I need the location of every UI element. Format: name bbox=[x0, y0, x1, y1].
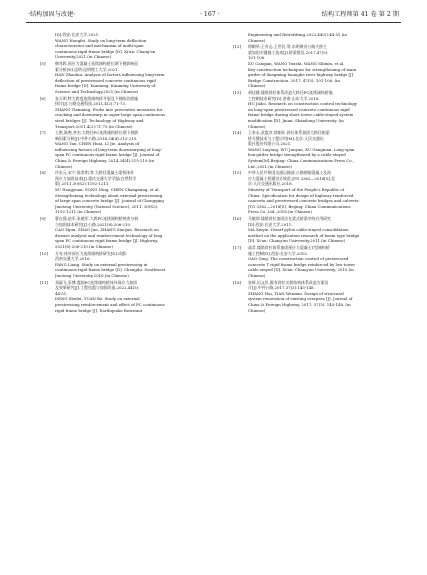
reference-line: HU Jiabo. Research on construction control technology bbox=[248, 101, 357, 107]
reference-line: ZHANG Tianming. Probe into preventive measures for bbox=[55, 106, 163, 112]
reference-line: rigid frame bridge [J]. Earthquake Resistant bbox=[55, 307, 143, 313]
reference-line: 方亮.体外预应力连续刚构桥研究[D].成都: bbox=[55, 250, 128, 256]
reference-line: Chinese) bbox=[248, 123, 266, 129]
reference-line: China & Foreign Highway, 2017, 37(3): 145-148. (in bbox=[248, 301, 351, 307]
reference-line: 西南交通大学,2016. bbox=[55, 256, 91, 262]
reference-line: 梁加固关键施工技术[J].桥梁建设,2017,47(5): bbox=[248, 49, 329, 55]
reference-line: System[M].Beijing: China Communications Press Co., bbox=[248, 158, 354, 164]
reference-line: 1192-1211.(in Chinese) bbox=[55, 209, 102, 215]
reference-line: FANG Liang. Study on external prestressing in bbox=[55, 261, 148, 267]
reference-line: 44-51. bbox=[55, 290, 68, 296]
reference-line: continuous rigid frame bridge [D]. Xi'an: Chang'an bbox=[55, 48, 156, 54]
reference-item bbox=[233, 216, 413, 244]
reference-line: Jiaotong University,2016.(in Chinese) bbox=[55, 272, 129, 278]
reference-line: 马敏仰.矮塔斜拉加固法在梁式桥梁中的应用研究 bbox=[248, 216, 331, 221]
reference-line: GAO Qing. The construction control of prestressed bbox=[248, 256, 349, 262]
reference-line: University,2021.(in Chinese) bbox=[55, 54, 112, 60]
reference-line: 计[J].中外公路,2017,37(3):145-148. bbox=[248, 285, 315, 291]
reference-line: [D].西安:长安大学,2011. bbox=[248, 221, 293, 227]
reference-number: [10] bbox=[40, 250, 48, 256]
reference-line: Transport,2011,4(2):71-73.(in Chinese) bbox=[55, 123, 133, 129]
reference-line: method on the application research of beam type bridge bbox=[248, 232, 360, 238]
reference-line: Strengthening technology about external prestressing bbox=[55, 192, 163, 198]
reference-line: concrete and prestressed concrete bridges and culverts: bbox=[248, 198, 360, 204]
reference-line: 曹自强,赵军,张晓军.大跨PC连续刚构桥病害分析 bbox=[55, 216, 139, 221]
reference-line: ZHANG Hui, TIAN Wenmin. Design of structural bbox=[248, 290, 344, 296]
reference-line: China & Foreign Highway, 2014,34(4):215-219.(in bbox=[55, 158, 154, 164]
reference-line: Ministry of Transport of the People's Republic of bbox=[248, 187, 345, 193]
reference-line: JTG 3362—2018[S]. Beijing: China Communications bbox=[248, 203, 351, 209]
reference-line: concrete T rigid frame bridge reinforced by low tower bbox=[248, 261, 356, 267]
reference-line: HAN Zhaohui. Analysis of factors influencing long-term bbox=[55, 72, 165, 78]
reference-line: span PC continuous rigid frame bridge [J]. Highway, bbox=[55, 238, 159, 244]
reference-item bbox=[40, 96, 220, 130]
reference-line: 与加固技术研究[J].公路,2021(8):206-210. bbox=[55, 221, 132, 227]
reference-item bbox=[40, 170, 220, 215]
header-rule bbox=[26, 22, 401, 23]
reference-line: characteristics and mechanism of multi-span bbox=[55, 43, 144, 49]
reference-line: 张辉,田文民.既有斜拉关桥结构体系改造方案设 bbox=[248, 279, 329, 285]
reference-line: [D]. Xi'an: Chang'an University,2011.(in Chinese) bbox=[248, 238, 346, 244]
references-right-column bbox=[233, 32, 413, 314]
reference-line: 预应力加固技术[J].重庆交通大学学报(自然科学 bbox=[55, 175, 137, 181]
reference-line: 许宏元,宋宁,陈常明,等.大跨径混凝土梁桥体外 bbox=[55, 170, 134, 176]
reference-line: Chinese) bbox=[248, 272, 266, 278]
reference-number: [12] bbox=[233, 44, 241, 50]
reference-number: [9] bbox=[40, 216, 46, 221]
reference-item bbox=[233, 32, 413, 43]
reference-line: 胡佳健.矮塔斜拉体系改造大跨径PC连续刚构桥施 bbox=[248, 89, 333, 95]
section-label: ·结构加固与改建· bbox=[28, 11, 76, 18]
reference-line: span PC continuous rigid frame bridge [J]. Journal of bbox=[55, 152, 160, 158]
reference-line: 响因素分析[J].中外公路,2014,34(4):215-219. bbox=[55, 135, 138, 141]
reference-line: on long-span prestressed concrete continuous rigid bbox=[248, 106, 350, 112]
reference-number: [8] bbox=[40, 170, 46, 176]
reference-item bbox=[40, 32, 220, 60]
reference-number: [6] bbox=[40, 95, 46, 101]
reference-line: frame bridge during short tower cable-stayed system bbox=[248, 112, 354, 118]
reference-number: [7] bbox=[40, 130, 46, 136]
reference-line: Chinese) bbox=[248, 307, 266, 313]
reference-line: CAO Zijun, ZHAO Jun, ZHANG Xiaojun. Research on bbox=[55, 227, 159, 233]
reference-line: cracking and downwarp in super-large span continuous bbox=[55, 112, 165, 118]
page-header bbox=[0, 10, 427, 24]
reference-line: 探讨[J].公路交通科技,2011,4(2):71-73. bbox=[55, 101, 127, 107]
reference-line: influencing factors of long-term downwarping of long- bbox=[55, 146, 162, 152]
references-left-column bbox=[40, 32, 220, 314]
reference-line: of large span concrete bridge [J]. Journal of Chongqing bbox=[55, 198, 164, 204]
reference-line: WANG Hongfei. Study on long-term deflection bbox=[55, 37, 147, 43]
reference-item bbox=[40, 61, 220, 95]
reference-line: modification [D]. Jinan: Shandong University. (in bbox=[248, 117, 344, 123]
reference-line: 高青.矮塔斜拉体系加固预应力混凝土T型刚构桥 bbox=[248, 244, 330, 250]
reference-line: prestressing reinforcement and effect of PC continuous bbox=[55, 301, 165, 307]
reference-number: [15] bbox=[233, 170, 241, 176]
page-number: · 167 · bbox=[200, 11, 220, 18]
reference-line: cable-stayed [D]. Xi'an: Chang'an University, 2015.(in bbox=[248, 267, 354, 273]
reference-line: system renovation of existing overpass [J]. Journal of bbox=[248, 296, 353, 302]
reference-number: [13] bbox=[233, 89, 241, 95]
reference-line: China. Specification for design of highway reinforced bbox=[248, 192, 354, 198]
reference-line: 素分析[D].昆明:昆明理工大学,2021. bbox=[55, 66, 119, 72]
reference-line: 韩兆晖.预应力混凝土连续刚构桥长期下挠影响因 bbox=[55, 60, 138, 66]
reference-item bbox=[40, 130, 220, 169]
reference-line: MA Xinyin. Dwarf pylon cable-stayed consolidation bbox=[248, 227, 349, 233]
reference-line: 王来永,武俊彦,徐刚年.斜拉体系加固大跨径箱梁 bbox=[248, 130, 330, 136]
reference-number: [17] bbox=[233, 244, 241, 250]
reference-line: Key construction techniques for strengthening of main bbox=[248, 66, 357, 72]
reference-line: Chinese) bbox=[248, 83, 266, 89]
reference-item bbox=[233, 280, 413, 314]
reference-line: Science and Technology,2021.(in Chinese) bbox=[55, 88, 139, 94]
reference-line: Jiaotong University (Natural Science), 2011, 30(S2): bbox=[55, 203, 159, 209]
reference-item bbox=[233, 245, 413, 279]
reference-item bbox=[40, 251, 220, 279]
reference-line: 版),2011,30(S2):1192-1211. bbox=[55, 181, 110, 187]
reference-line: continuous rigid frame bridge [D]. Chengdu: Southwest bbox=[55, 267, 166, 273]
reference-line: 2021(8):206-210.(in Chinese) bbox=[55, 243, 113, 249]
reference-line: 徐婀华,王有志,王世民,等.东明黄河公路大桥主 bbox=[248, 44, 327, 50]
reference-line: [D].西安:长安大学,2021. bbox=[55, 32, 100, 37]
reference-line: Press Co.,Ltd.,2018.(in Chinese) bbox=[248, 209, 312, 215]
reference-line: Chinese) bbox=[248, 37, 266, 43]
reference-line: 中华人民共和国交通运输部.公路钢筋混凝土及预 bbox=[248, 170, 331, 176]
reference-line: WANG Yan, CHEN Huai, LI Jie. Analysis of bbox=[55, 141, 139, 147]
reference-item bbox=[233, 170, 413, 215]
reference-line: Chinese) bbox=[55, 163, 73, 169]
reference-item bbox=[233, 130, 413, 169]
journal-issue: 结构工程师第 41 卷 第 2 期 bbox=[321, 11, 399, 18]
reference-line: 桥关键技术与工程应用[M].北京:人民交通出 bbox=[248, 135, 324, 141]
reference-line: WANG Laiyong, WU Junyan, XU Gangnian. Long-span bbox=[248, 146, 355, 152]
reference-line: 京:人民交通出版社,2018. bbox=[248, 181, 293, 187]
reference-number: [14] bbox=[233, 130, 241, 136]
reference-line: frame bridge [D]. Kunming: Kunming University of bbox=[55, 83, 156, 89]
reference-item bbox=[233, 90, 413, 129]
reference-number: [16] bbox=[233, 216, 241, 221]
reference-line: 王艳,陈煦,李杰.大跨径PC连续刚构桥长期下挠影 bbox=[55, 130, 139, 136]
reference-line: girder of dongming huanghe river highway bridge [J]. bbox=[248, 72, 355, 78]
reference-line: 施工控制[D].西安:长安大学,2015. bbox=[248, 250, 308, 256]
reference-line: deflection of prestressed concrete continuous rigid bbox=[55, 77, 156, 83]
reference-line: XU Canqian, WANG Youzhi, WANG Shimin, et al. bbox=[248, 60, 345, 66]
reference-line: Engineering and Retrofitting,2022,44(5):44-51.(in bbox=[248, 32, 347, 37]
reference-line: Bridge Construction. 2017, 47(5): 101-106. (in bbox=[248, 77, 340, 83]
reference-number: [5] bbox=[40, 60, 46, 66]
reference-number: [11] bbox=[40, 279, 48, 285]
reference-line: 版社股份有限公司,2021. bbox=[248, 141, 292, 147]
reference-line: disease analysis and reinforcement technology of long bbox=[55, 232, 163, 238]
reference-line: steel bridges [J]. Technology of Highway and bbox=[55, 117, 144, 123]
reference-line: Ltd.,2021.(in Chinese) bbox=[248, 163, 293, 169]
reference-line: DENG Shufei, YUAN Bo. Study on external bbox=[55, 296, 140, 302]
reference-line: 工控制技术研究[D].济南:山东大学,2018. bbox=[248, 95, 320, 101]
reference-line: XU Hongyuan, SONG Ning, CHEN Changming, et al. bbox=[55, 187, 160, 193]
reference-line: 101-106. bbox=[248, 55, 266, 61]
reference-line: 及效果研究[J].工程抗震与加固改造,2022,44(5): bbox=[55, 285, 140, 291]
reference-number: [18] bbox=[233, 279, 241, 285]
reference-line: 邓淑飞,袁博.震损PC连续刚构桥体外预应力加固 bbox=[55, 279, 137, 285]
reference-item bbox=[40, 280, 220, 314]
reference-line: box-girder bridge strengthened by a cable-stayed bbox=[248, 152, 346, 158]
reference-line: 应力混凝土桥涵设计规范:JTG 3362—2018[S].北 bbox=[248, 175, 336, 181]
reference-item bbox=[40, 216, 220, 250]
reference-item bbox=[233, 44, 413, 89]
reference-line: 张天明.特大跨度连续刚构桥开裂及下挠防治措施 bbox=[55, 95, 138, 101]
